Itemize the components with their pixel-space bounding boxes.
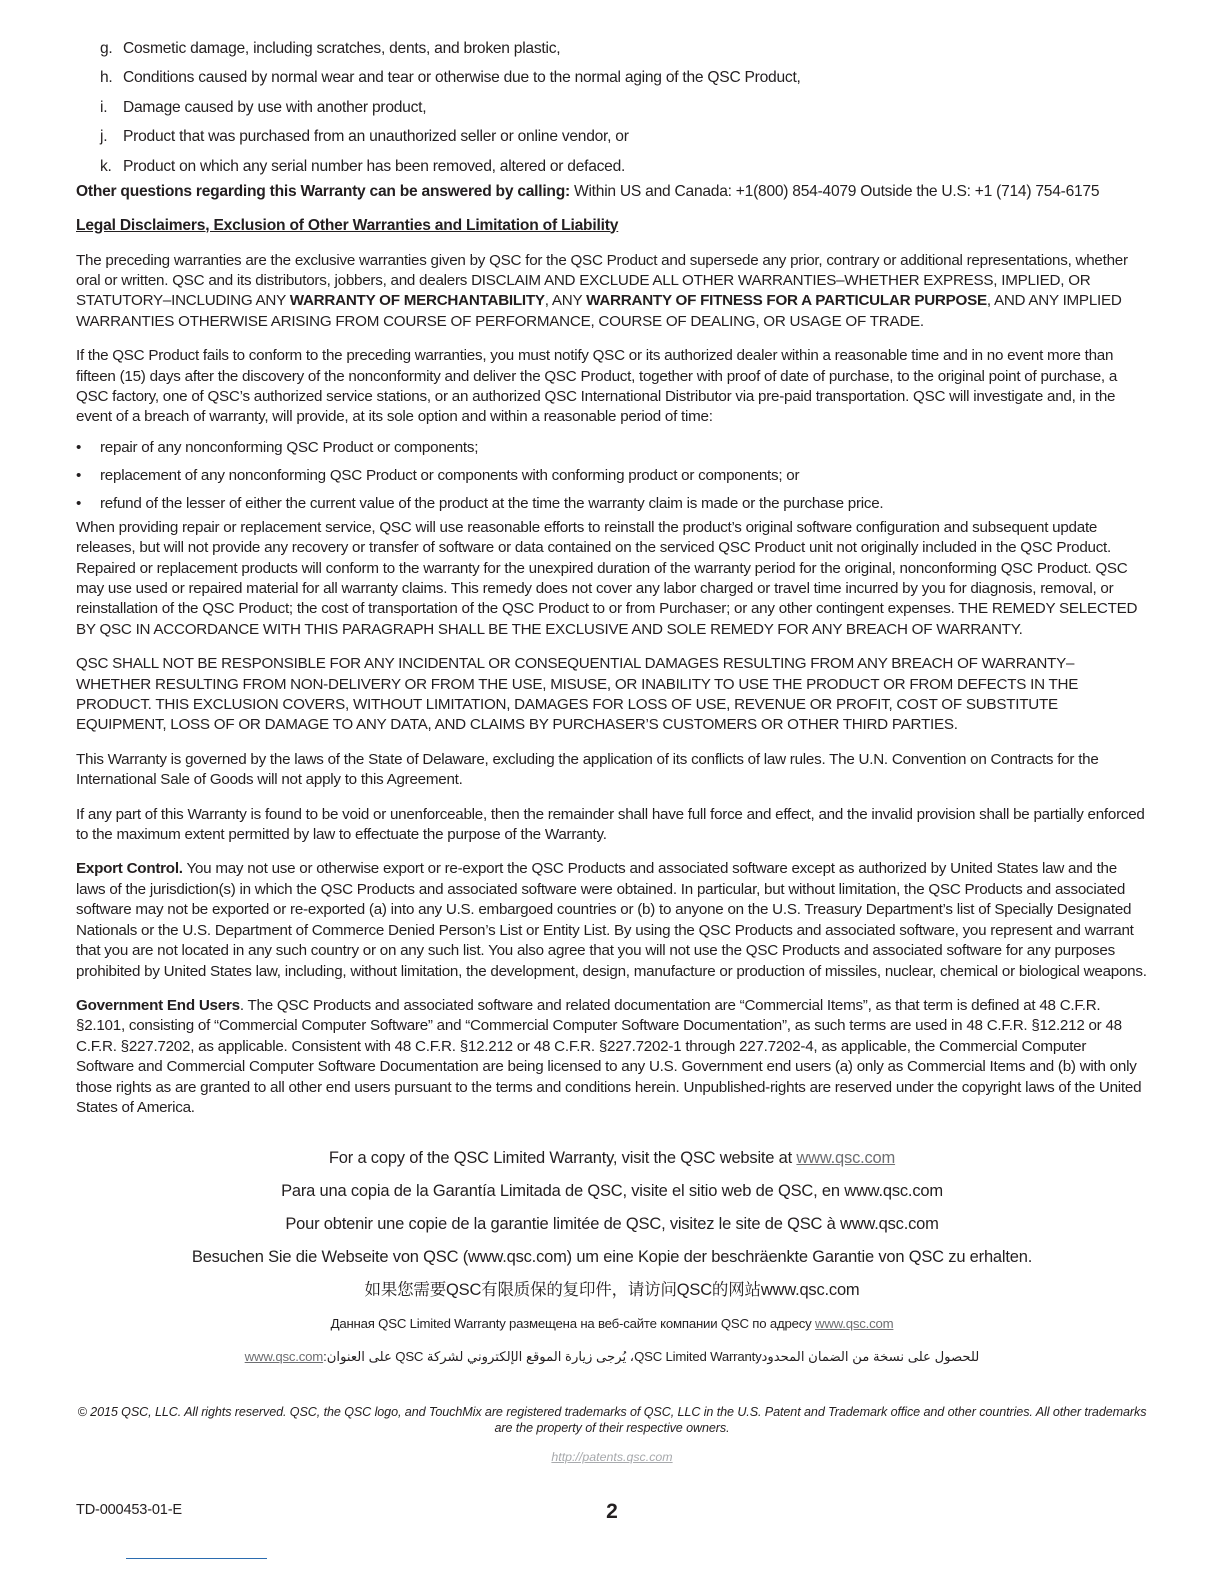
export-control-label: Export Control. xyxy=(76,860,183,878)
copy-text: للحصول على نسخة من الضمان المحدودQSC Limited Warranty، يُرجى زيارة الموقع الإلكتروني لشركة QSC على العنوان: xyxy=(323,1349,980,1365)
repair-service-paragraph: When providing repair or replacement service, QSC will use reasonable efforts to reinstall the product’s original software configuration and subsequent update releases, but will not provide any recovery or transfer of software or data contained on the serviced QSC Product unit not originally included in the QSC Product. Repaired or replacement products will conform to the warranty for the unexpired duration of the warranty period for the original, nonconforming QSC Product. QSC may use used or repaired material for all warranty claims. This remedy does not cover any labor charged or travel time incurred by you for diagnosis, removal, or reinstallation of the QSC Product; the cost of transportation of the QSC Product to or from Purchaser; or any other contingent expenses. THE REMEDY SELECTED BY QSC IN ACCORDANCE WITH THIS PARAGRAPH SHALL BE THE EXCLUSIVE AND SOLE REMEDY FOR ANY BREACH OF WARRANTY. xyxy=(76,518,1138,638)
warranty-page xyxy=(76,34,1148,1373)
para-text: You may not use or otherwise export or re-export the QSC Products and associated software except as authorized by United States law and the laws of the jurisdiction(s) in which the QSC Products and associated software were obtained. In particular, but without limitation, the QSC Products and associated software may not be exported or re-exported (a) into any U.S. embargoed countries or (b) to anyone on the U.S. Treasury Department’s list of Specially Designated Nationals or the U.S. Department of Commerce Denied Person’s List or Entity List. By using the QSC Products and associated software, you represent and warrant that you are not located in any such country or on any such list. You also agree that you will not use the QSC Products and associated software for any purposes prohibited by United States law, including, without limitation, the development, design, manufacture or production of missiles, nuclear, chemical or biological weapons. xyxy=(76,860,1147,980)
questions-label: Other questions regarding this Warranty can be answered by calling: xyxy=(76,182,570,200)
export-control-paragraph xyxy=(76,859,1148,981)
copy-line-fr: Pour obtenir une copie de la garantie limitée de QSC, visitez le site de QSC à www.qsc.com xyxy=(285,1215,939,1234)
copy-line-ru xyxy=(76,1307,1148,1340)
nonconformity-paragraph: If the QSC Product fails to conform to the preceding warranties, you must notify QSC or its authorized dealer within a reasonable time and in no event more than fifteen (15) days after the discovery of the nonconformity and deliver the QSC Product, together with proof of date of purchase, to the original point of purchase, a QSC factory, one of QSC’s authorized service stations, or an authorized QSC International Distributor via pre-paid transportation. QSC will investigate and, in the event of a breach of warranty, will provide, at its sole option and within a reasonable period of time: xyxy=(76,347,1118,426)
bullet-icon: • xyxy=(76,466,82,484)
copy-text: For a copy of the QSC Limited Warranty, visit the QSC website at xyxy=(328,1149,797,1168)
para-text: . The QSC Products and associated software and related documentation are “Commercial Items”, as that term is defined at 48 C.F.R. §2.101, consisting of “Commercial Computer Software” and “Commercial Computer Software Documentation”, as such terms are used in 48 C.F.R. §12.212 or 48 C.F.R. §227.7202, as applicable. Consistent with 48 C.F.R. §12.212 or 48 C.F.R. §227.7202-1 through 227.7202-4, as applicable, the Commercial Computer Software and Commercial Computer Software Documentation are being licensed to any U.S. Government end users (a) only as Commercial Items and (b) with only those rights as are granted to all other end users pursuant to the terms and conditions herein. Unpublished-rights are reserved under the copyright laws of the United States of America. xyxy=(76,996,1142,1116)
list-item xyxy=(76,490,1148,518)
copy-line-en xyxy=(76,1142,1148,1175)
warranty-exclusivity-paragraph xyxy=(76,251,1148,333)
list-item-text: Cosmetic damage, including scratches, dents, and broken plastic, xyxy=(123,40,561,57)
questions-text: Within US and Canada: +1(800) 854-4079 Outside the U.S: +1 (714) 754-6175 xyxy=(569,182,1100,200)
governing-law-paragraph: This Warranty is governed by the laws of the State of Delaware, excluding the application of its conflicts of law rules. The U.N. Convention on Contracts for the International Sale of Goods will not apply to this Agreement. xyxy=(76,750,1099,789)
copyright-notice: © 2015 QSC, LLC. All rights reserved. QSC, the QSC logo, and TouchMix are registered trademarks of QSC, LLC in the U.S. Patent and Trademark office and other countries. All other trademarks are the property of their respective owners. xyxy=(77,1405,1147,1435)
list-item xyxy=(76,122,1148,151)
list-marker: j. xyxy=(100,128,108,146)
list-item xyxy=(76,93,1148,122)
copy-line-ar xyxy=(76,1340,1148,1373)
divider xyxy=(126,1558,267,1559)
list-marker: k. xyxy=(100,157,112,175)
multilingual-copy-notice xyxy=(76,1142,1148,1373)
list-item-text: replacement of any nonconforming QSC Product or components with conforming product or components; or xyxy=(100,466,800,484)
list-item xyxy=(76,434,1148,462)
list-marker: i. xyxy=(100,98,108,116)
exclusions-list xyxy=(76,34,1148,181)
questions-line xyxy=(76,183,1148,201)
qsc-website-link[interactable]: www.qsc.com xyxy=(244,1349,324,1365)
disclaimer-heading: Legal Disclaimers, Exclusion of Other Warranties and Limitation of Liability xyxy=(76,216,619,234)
fitness-bold: WARRANTY OF FITNESS FOR A PARTICULAR PURPOSE xyxy=(586,292,987,310)
list-item-text: Damage caused by use with another product, xyxy=(123,98,427,116)
list-item-text: Product that was purchased from an unauthorized seller or online vendor, or xyxy=(123,128,629,146)
merchantability-bold: WARRANTY OF MERCHANTABILITY xyxy=(289,292,545,310)
bullet-icon: • xyxy=(76,438,82,456)
severability-paragraph: If any part of this Warranty is found to be void or unenforceable, then the remainder shall have full force and effect, and the invalid provision shall be partially enforced to the maximum extent permitted by law to effectuate the purpose of the Warranty. xyxy=(76,805,1145,844)
remedy-options-list xyxy=(76,434,1148,518)
para-text: , AND ANY IMPLIED WARRANTIES OTHERWISE ARISING FROM COURSE OF PERFORMANCE, COURSE OF DEALING, OR USAGE OF TRADE. xyxy=(76,292,1122,330)
copy-line-zh: 如果您需要QSC有限质保的复印件，请访问QSC的网站www.qsc.com xyxy=(364,1281,860,1300)
government-end-users-paragraph xyxy=(76,996,1148,1118)
list-item xyxy=(76,63,1148,92)
patents-link[interactable]: http://patents.qsc.com xyxy=(551,1450,673,1464)
list-item xyxy=(76,462,1148,490)
copy-line-es: Para una copia de la Garantía Limitada de QSC, visite el sitio web de QSC, en www.qsc.com xyxy=(281,1182,943,1201)
copy-line-de: Besuchen Sie die Webseite von QSC (www.qsc.com) um eine Kopie der beschräenkte Garantie von QSC zu erhalten. xyxy=(191,1248,1033,1267)
list-item-text: Conditions caused by normal wear and tear or otherwise due to the normal aging of the QSC Product, xyxy=(123,69,801,87)
qsc-website-link[interactable]: www.qsc.com xyxy=(815,1316,894,1332)
list-marker: h. xyxy=(100,69,113,87)
list-item-text: refund of the lesser of either the current value of the product at the time the warranty claim is made or the purchase price. xyxy=(100,494,884,512)
qsc-website-link[interactable]: www.qsc.com xyxy=(796,1149,896,1168)
list-item-text: Product on which any serial number has been removed, altered or defaced. xyxy=(123,157,626,175)
document-id: TD-000453-01-E xyxy=(76,1502,182,1518)
page-number: 2 xyxy=(606,1500,618,1523)
list-item xyxy=(76,152,1148,181)
government-end-users-label: Government End Users xyxy=(76,996,240,1014)
para-text: , ANY xyxy=(544,292,587,310)
bullet-icon: • xyxy=(76,494,82,512)
list-marker: g. xyxy=(100,40,113,57)
para-text: The preceding warranties are the exclusive warranties given by QSC for the QSC Product and supersede any prior, contrary or additional representations, whether oral or written. QSC and its distributors, jobbers, and dealers DISCLAIM AND EXCLUDE ALL OTHER WARRANTIES–WHETHER EXPRESS, IMPLIED, OR STATUTORY–INCLUDING ANY xyxy=(76,251,1128,310)
list-item xyxy=(76,34,1148,63)
copy-text: Данная QSC Limited Warranty размещена на веб-сайте компании QSC по адресу xyxy=(330,1316,815,1332)
consequential-damages-paragraph: QSC SHALL NOT BE RESPONSIBLE FOR ANY INCIDENTAL OR CONSEQUENTIAL DAMAGES RESULTING FROM ANY BREACH OF WARRANTY–WHETHER RESULTING FROM NON-DELIVERY OR FROM THE USE, MISUSE, OR INABILITY TO USE THE PRODUCT OR FROM DEFECTS IN THE PRODUCT. THIS EXCLUSION COVERS, WITHOUT LIMITATION, DAMAGES FOR LOSS OF USE, REVENUE OR PROFIT, COST OF SUBSTITUTE EQUIPMENT, LOSS OF OR DAMAGE TO ANY DATA, AND CLAIMS BY PURCHASER’S CUSTOMERS OR OTHER THIRD PARTIES. xyxy=(76,655,1079,734)
list-item-text: repair of any nonconforming QSC Product or components; xyxy=(100,438,479,456)
